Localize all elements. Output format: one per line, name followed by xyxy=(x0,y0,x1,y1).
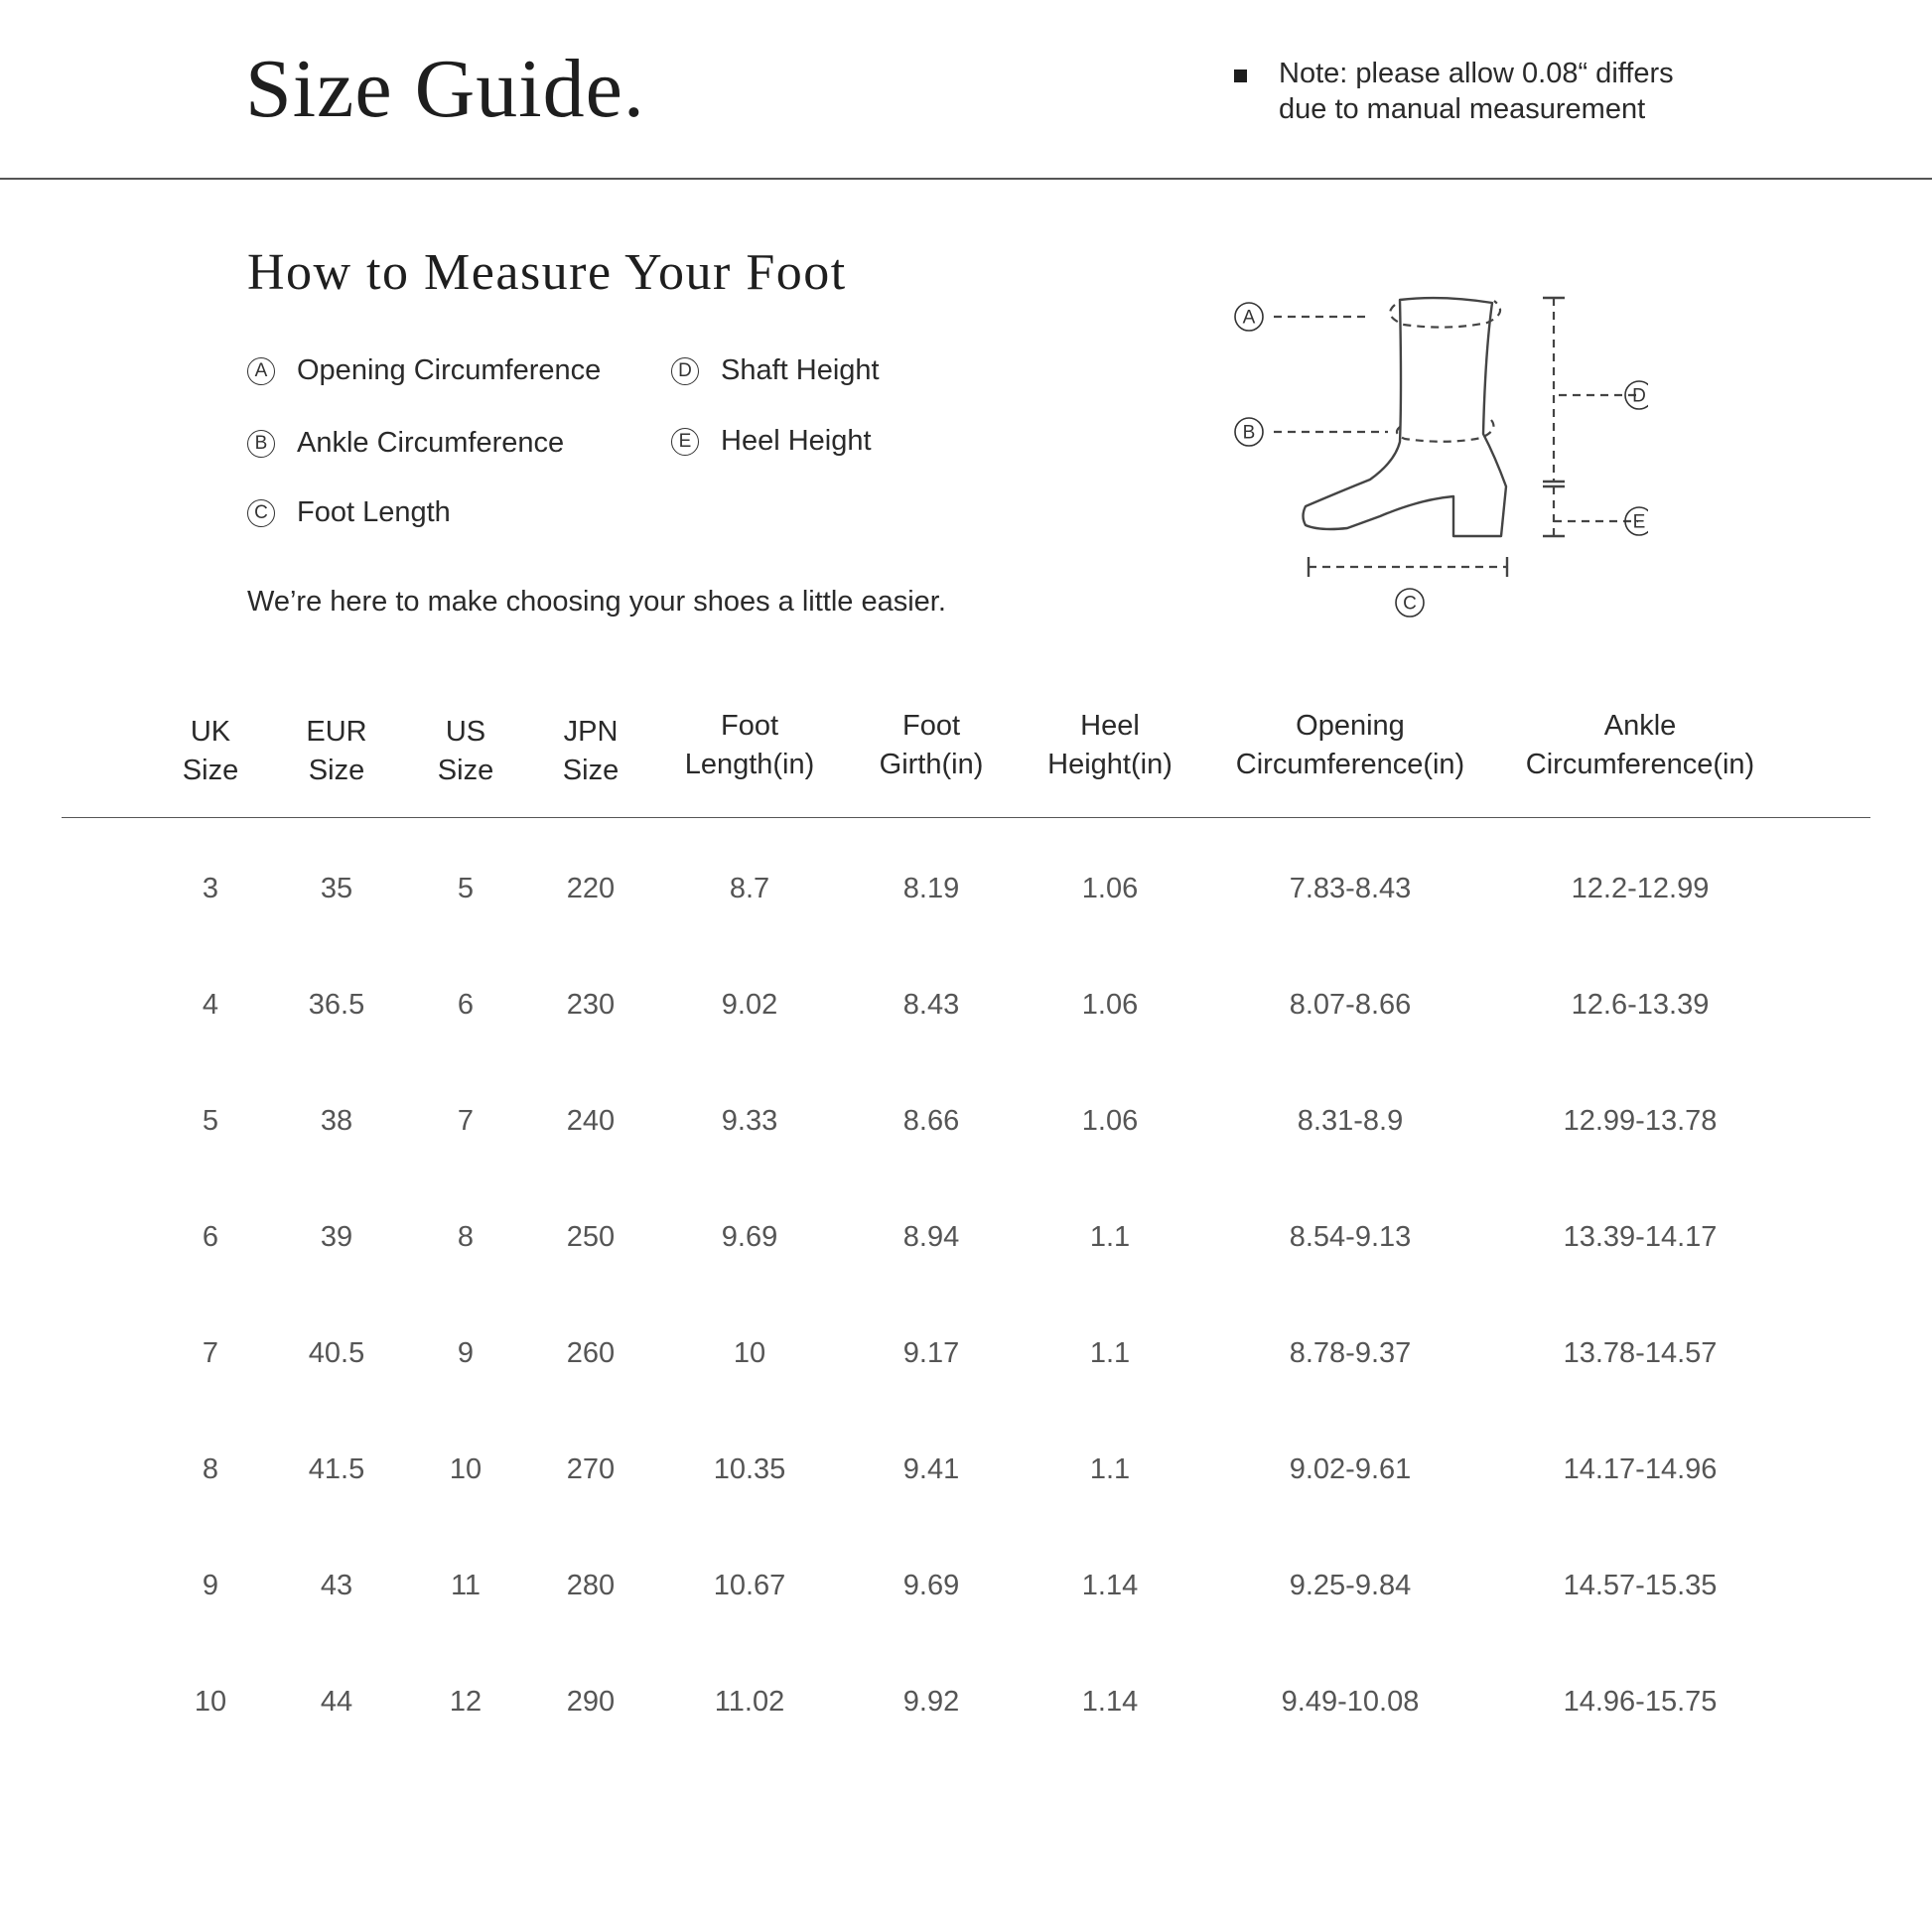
table-cell: 7 xyxy=(457,1105,475,1137)
column-header-foot-length: Foot Length(in) xyxy=(684,710,815,780)
table-cell: 9.25-9.84 xyxy=(1289,1570,1412,1601)
table-cell: 14.96-15.75 xyxy=(1563,1686,1718,1718)
legend-label: Opening Circumference xyxy=(297,354,602,386)
table-cell: 44 xyxy=(320,1686,353,1718)
table-cell: 43 xyxy=(320,1570,353,1601)
table-row xyxy=(0,1570,1932,1609)
table-row xyxy=(0,1337,1932,1377)
circled-letter-b-icon: B xyxy=(247,430,275,458)
table-cell: 38 xyxy=(320,1105,353,1137)
table-cell: 8.94 xyxy=(902,1221,960,1253)
legend-item-opening-circumference xyxy=(247,354,601,387)
table-cell: 8.19 xyxy=(902,873,960,904)
table-cell: 9.69 xyxy=(721,1221,778,1253)
legend-item-ankle-circumference xyxy=(247,427,564,460)
table-cell: 11 xyxy=(450,1570,482,1601)
table-cell: 5 xyxy=(457,873,475,904)
table-cell: 8 xyxy=(202,1453,219,1485)
table-cell: 8.31-8.9 xyxy=(1297,1105,1404,1137)
table-cell: 1.1 xyxy=(1089,1337,1131,1369)
table-cell: 1.14 xyxy=(1081,1570,1139,1601)
circled-letter-e-icon: E xyxy=(671,428,699,456)
table-cell: 9.17 xyxy=(902,1337,960,1369)
table-cell: 1.06 xyxy=(1081,873,1139,904)
column-header-heel-height: Heel Height(in) xyxy=(1047,710,1173,780)
table-cell: 8.43 xyxy=(902,989,960,1021)
table-cell: 1.06 xyxy=(1081,989,1139,1021)
diagram-label-d: D xyxy=(1632,385,1646,407)
table-cell: 270 xyxy=(566,1453,616,1485)
legend-label: Foot Length xyxy=(297,496,451,528)
table-cell: 7 xyxy=(202,1337,219,1369)
diagram-label-c: C xyxy=(1403,593,1417,615)
legend-item-foot-length xyxy=(247,496,451,529)
table-cell: 1.1 xyxy=(1089,1453,1131,1485)
table-cell: 9.49-10.08 xyxy=(1281,1686,1420,1718)
table-row xyxy=(0,873,1932,912)
table-cell: 1.14 xyxy=(1081,1686,1139,1718)
legend-item-shaft-height xyxy=(671,354,880,387)
table-cell: 12.6-13.39 xyxy=(1571,989,1710,1021)
tagline: We’re here to make choosing your shoes a little easier. xyxy=(247,586,946,618)
table-cell: 8.66 xyxy=(902,1105,960,1137)
column-header-foot-girth: Foot Girth(in) xyxy=(879,710,984,780)
column-header-opening-circumference: Opening Circumference(in) xyxy=(1235,710,1465,780)
table-cell: 4 xyxy=(202,989,219,1021)
note-line-1: Note: please allow 0.08“ differs xyxy=(1279,58,1674,89)
column-header-uk-size: UK Size xyxy=(182,716,239,786)
table-cell: 14.57-15.35 xyxy=(1563,1570,1718,1601)
table-cell: 41.5 xyxy=(308,1453,365,1485)
table-cell: 9 xyxy=(202,1570,219,1601)
circled-letter-a-icon: A xyxy=(247,357,275,385)
diagram-label-b: B xyxy=(1242,422,1256,444)
table-cell: 230 xyxy=(566,989,616,1021)
table-cell: 8.7 xyxy=(729,873,770,904)
note-line-2: due to manual measurement xyxy=(1279,93,1646,125)
table-cell: 5 xyxy=(202,1105,219,1137)
column-header-us-size: US Size xyxy=(437,716,494,786)
table-cell: 9.33 xyxy=(721,1105,778,1137)
legend-label: Heel Height xyxy=(721,425,872,457)
table-cell: 240 xyxy=(566,1105,616,1137)
ankle-circumference-line xyxy=(1397,420,1494,442)
boot-outline xyxy=(1304,298,1507,536)
table-row xyxy=(0,989,1932,1029)
table-cell: 12.99-13.78 xyxy=(1563,1105,1718,1137)
legend-item-heel-height xyxy=(671,425,872,458)
table-cell: 1.06 xyxy=(1081,1105,1139,1137)
page-title: Size Guide. xyxy=(245,43,645,135)
table-cell: 13.39-14.17 xyxy=(1563,1221,1718,1253)
table-cell: 9.92 xyxy=(902,1686,960,1718)
table-cell: 6 xyxy=(457,989,475,1021)
table-cell: 3 xyxy=(202,873,219,904)
measurement-note xyxy=(1234,56,1750,127)
table-cell: 10.35 xyxy=(713,1453,786,1485)
table-cell: 9 xyxy=(457,1337,475,1369)
size-table-header xyxy=(0,707,1932,806)
table-cell: 11.02 xyxy=(714,1686,785,1718)
circled-letter-d-icon: D xyxy=(671,357,699,385)
opening-circumference-line xyxy=(1390,301,1500,328)
table-cell: 1.1 xyxy=(1089,1221,1131,1253)
table-cell: 9.69 xyxy=(902,1570,960,1601)
legend-label: Shaft Height xyxy=(721,354,880,386)
table-cell: 9.02-9.61 xyxy=(1289,1453,1412,1485)
table-cell: 280 xyxy=(566,1570,616,1601)
column-header-eur-size: EUR Size xyxy=(306,716,367,786)
table-row xyxy=(0,1105,1932,1145)
table-cell: 9.41 xyxy=(902,1453,960,1485)
table-cell: 36.5 xyxy=(308,989,365,1021)
table-cell: 12 xyxy=(449,1686,483,1718)
table-row xyxy=(0,1221,1932,1261)
column-header-jpn-size: JPN Size xyxy=(562,716,620,786)
table-cell: 39 xyxy=(320,1221,353,1253)
table-cell: 8.07-8.66 xyxy=(1289,989,1412,1021)
table-cell: 10 xyxy=(733,1337,766,1369)
table-cell: 35 xyxy=(320,873,353,904)
table-row xyxy=(0,1453,1932,1493)
table-cell: 260 xyxy=(566,1337,616,1369)
table-cell: 8.54-9.13 xyxy=(1289,1221,1412,1253)
column-header-ankle-circumference: Ankle Circumference(in) xyxy=(1525,710,1755,780)
table-cell: 6 xyxy=(202,1221,219,1253)
section-title: How to Measure Your Foot xyxy=(247,244,847,301)
table-cell: 220 xyxy=(566,873,616,904)
circled-letter-c-icon: C xyxy=(247,499,275,527)
table-cell: 9.02 xyxy=(721,989,778,1021)
table-cell: 14.17-14.96 xyxy=(1563,1453,1718,1485)
table-cell: 10 xyxy=(194,1686,227,1718)
table-cell: 8 xyxy=(457,1221,475,1253)
table-cell: 10.67 xyxy=(713,1570,786,1601)
table-cell: 13.78-14.57 xyxy=(1563,1337,1718,1369)
boot-measurement-diagram xyxy=(1221,283,1648,630)
diagram-label-e: E xyxy=(1632,511,1646,533)
table-cell: 10 xyxy=(449,1453,483,1485)
table-row xyxy=(0,1686,1932,1725)
table-header-divider xyxy=(62,817,1870,818)
table-cell: 12.2-12.99 xyxy=(1571,873,1710,904)
table-cell: 290 xyxy=(566,1686,616,1718)
legend-label: Ankle Circumference xyxy=(297,427,565,459)
table-cell: 7.83-8.43 xyxy=(1289,873,1412,904)
diagram-label-a: A xyxy=(1242,307,1256,329)
table-cell: 40.5 xyxy=(308,1337,365,1369)
divider xyxy=(0,178,1932,180)
table-cell: 8.78-9.37 xyxy=(1289,1337,1412,1369)
bullet-icon xyxy=(1234,69,1247,82)
table-cell: 250 xyxy=(566,1221,616,1253)
